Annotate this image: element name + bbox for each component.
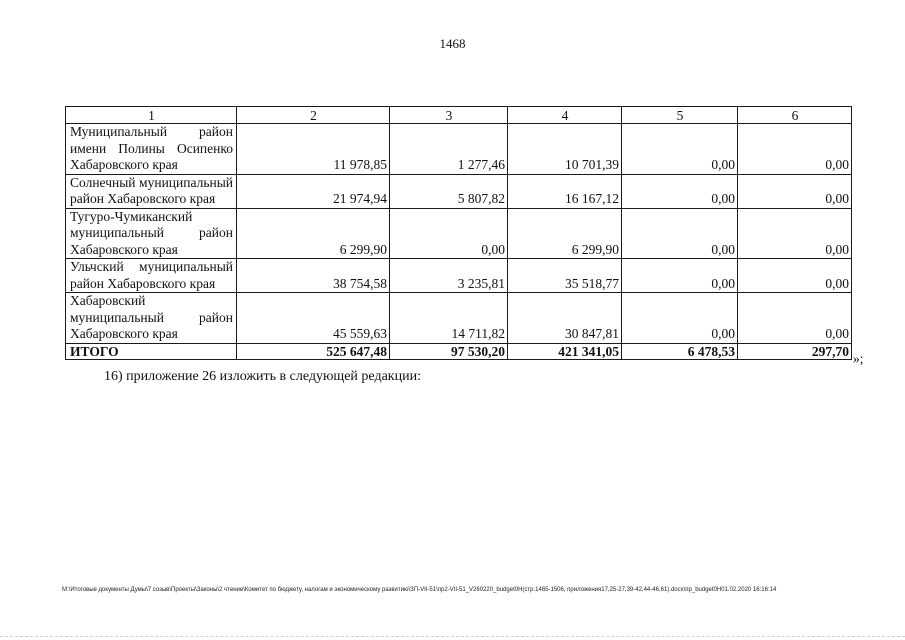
total-cell: 297,70 — [738, 343, 852, 359]
column-header: 2 — [237, 107, 390, 124]
table-cell: 0,00 — [738, 293, 852, 344]
table-cell: 45 559,63 — [237, 293, 390, 344]
total-cell: 421 341,05 — [508, 343, 622, 359]
table-cell: 10 701,39 — [508, 124, 622, 175]
table-cell: 35 518,77 — [508, 259, 622, 293]
table-header-row — [66, 107, 852, 124]
amendment-instruction: 16) приложение 26 изложить в следующей редакции: — [104, 369, 421, 384]
district-name: Ульчский муниципальный район Хабаровского края — [66, 259, 237, 293]
table-cell: 0,00 — [622, 124, 738, 175]
table-cell: 11 978,85 — [237, 124, 390, 175]
budget-table-container — [65, 106, 851, 360]
total-cell: 525 647,48 — [237, 343, 390, 359]
table-cell: 0,00 — [738, 259, 852, 293]
table-row — [66, 124, 852, 175]
table-cell: 38 754,58 — [237, 259, 390, 293]
table-row — [66, 174, 852, 208]
table-row — [66, 293, 852, 344]
column-header: 3 — [390, 107, 508, 124]
district-name: Солнечный муниципальный район Хабаровского края — [66, 174, 237, 208]
column-header: 5 — [622, 107, 738, 124]
table-cell: 0,00 — [738, 208, 852, 259]
table-cell: 14 711,82 — [390, 293, 508, 344]
column-header: 1 — [66, 107, 237, 124]
district-name: Тугуро-Чумиканский муниципальный район Хабаровского края — [66, 208, 237, 259]
table-cell: 1 277,46 — [390, 124, 508, 175]
table-cell: 0,00 — [622, 259, 738, 293]
file-path-footer: M:\Итоговые документы Думы\7 созыв\Проекты\Законы\2 чтение\Комитет по бюджету, налогам и экономическому развитию\ЗП-VII-51\пр2-VII-51_V260220_budget0H(стр.1465-1506, приложения17,25-27,39-42,44-46,61).docx\пр_budget0H01.02.2020 16:16:14 — [62, 587, 777, 593]
table-cell: 6 299,90 — [508, 208, 622, 259]
table-cell: 5 807,82 — [390, 174, 508, 208]
table-cell: 0,00 — [622, 208, 738, 259]
table-cell: 16 167,12 — [508, 174, 622, 208]
table-cell: 0,00 — [738, 124, 852, 175]
table-cell: 3 235,81 — [390, 259, 508, 293]
column-header: 6 — [738, 107, 852, 124]
table-cell: 0,00 — [390, 208, 508, 259]
district-name: Хабаровский муниципальный район Хабаровского края — [66, 293, 237, 344]
budget-table — [65, 106, 852, 360]
table-cell: 30 847,81 — [508, 293, 622, 344]
table-row — [66, 208, 852, 259]
quote-close-mark: »; — [853, 351, 864, 366]
page-number: 1468 — [439, 36, 466, 51]
table-cell: 0,00 — [622, 174, 738, 208]
table-cell: 21 974,94 — [237, 174, 390, 208]
page-bottom-rule — [0, 636, 905, 637]
table-cell: 6 299,90 — [237, 208, 390, 259]
total-cell: 6 478,53 — [622, 343, 738, 359]
column-header: 4 — [508, 107, 622, 124]
table-row — [66, 259, 852, 293]
district-name: Муниципальный район имени Полины Осипенко Хабаровского края — [66, 124, 237, 175]
total-label: ИТОГО — [66, 343, 237, 359]
table-cell: 0,00 — [738, 174, 852, 208]
table-cell: 0,00 — [622, 293, 738, 344]
total-cell: 97 530,20 — [390, 343, 508, 359]
total-row — [66, 343, 852, 359]
